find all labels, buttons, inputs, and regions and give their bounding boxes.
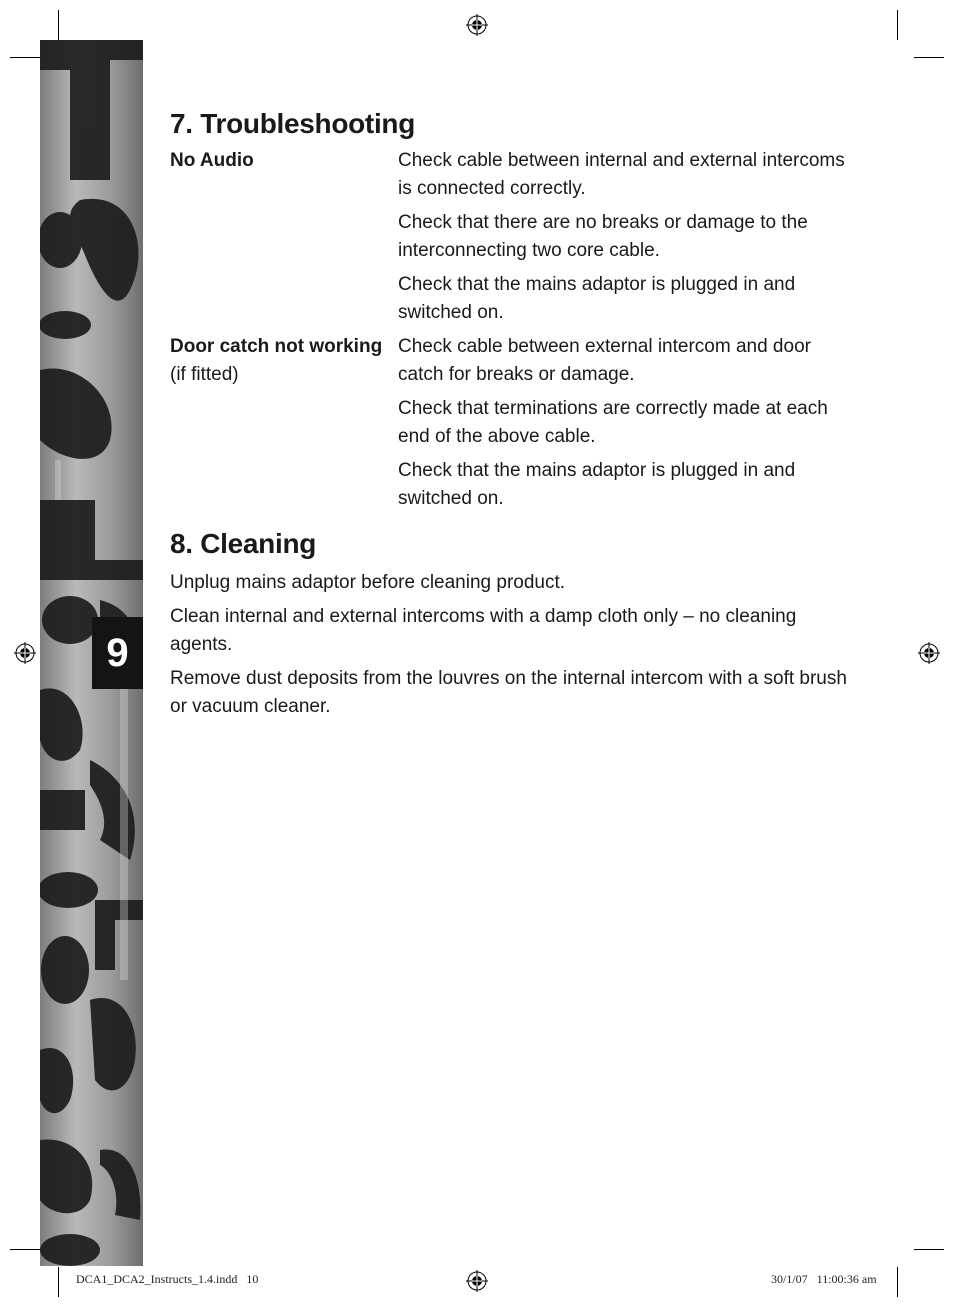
troubleshooting-table — [170, 147, 850, 519]
footer-timestamp: 30/1/07 11:00:36 am — [771, 1272, 877, 1286]
crop-mark-icon — [914, 57, 944, 58]
remedy-text: Check that there are no breaks or damage to the interconnecting two core cable. — [398, 212, 808, 261]
crop-mark-icon — [10, 57, 40, 58]
problem-label: Door catch not working — [170, 336, 383, 357]
content-area — [170, 105, 850, 721]
remedy-text: Check that the mains adaptor is plugged in and switched on. — [398, 460, 796, 509]
footer-filename: DCA1_DCA2_Instructs_1.4.indd 10 — [76, 1272, 259, 1286]
page-number-tab: 9 — [92, 617, 143, 689]
crop-mark-icon — [58, 10, 59, 40]
crop-mark-icon — [897, 10, 898, 40]
troubleshooting-row — [170, 147, 850, 333]
cleaning-heading: 8. Cleaning — [170, 528, 317, 559]
registration-mark-icon — [466, 14, 488, 36]
remedy-text: Check cable between internal and external intercoms is connected correctly. — [398, 150, 845, 199]
remedies-cell — [398, 147, 850, 333]
crop-mark-icon — [58, 1267, 59, 1297]
crop-mark-icon — [914, 1249, 944, 1250]
cleaning-section — [170, 569, 850, 721]
remedies-cell — [398, 333, 850, 519]
remedy-text: Check that the mains adaptor is plugged in and switched on. — [398, 274, 796, 323]
cleaning-paragraph: Clean internal and external intercoms with a damp cloth only – no cleaning agents. — [170, 606, 797, 655]
remedy-text: Check that terminations are correctly made at each end of the above cable. — [398, 398, 828, 447]
troubleshooting-heading: 7. Troubleshooting — [170, 108, 416, 139]
registration-mark-icon — [466, 1270, 488, 1292]
troubleshooting-row — [170, 333, 850, 519]
cleaning-paragraph: Unplug mains adaptor before cleaning product. — [170, 572, 566, 593]
registration-mark-icon — [918, 642, 940, 664]
problem-cell — [170, 333, 398, 519]
registration-mark-icon — [14, 642, 36, 664]
remedy-text: Check cable between external intercom and door catch for breaks or damage. — [398, 336, 811, 385]
crop-mark-icon — [897, 1267, 898, 1297]
crop-mark-icon — [10, 1249, 40, 1250]
problem-label: No Audio — [170, 150, 254, 171]
cleaning-paragraph: Remove dust deposits from the louvres on the internal intercom with a soft brush or vacuum cleaner. — [170, 668, 847, 717]
problem-note: (if fitted) — [170, 364, 239, 385]
problem-cell — [170, 147, 398, 333]
